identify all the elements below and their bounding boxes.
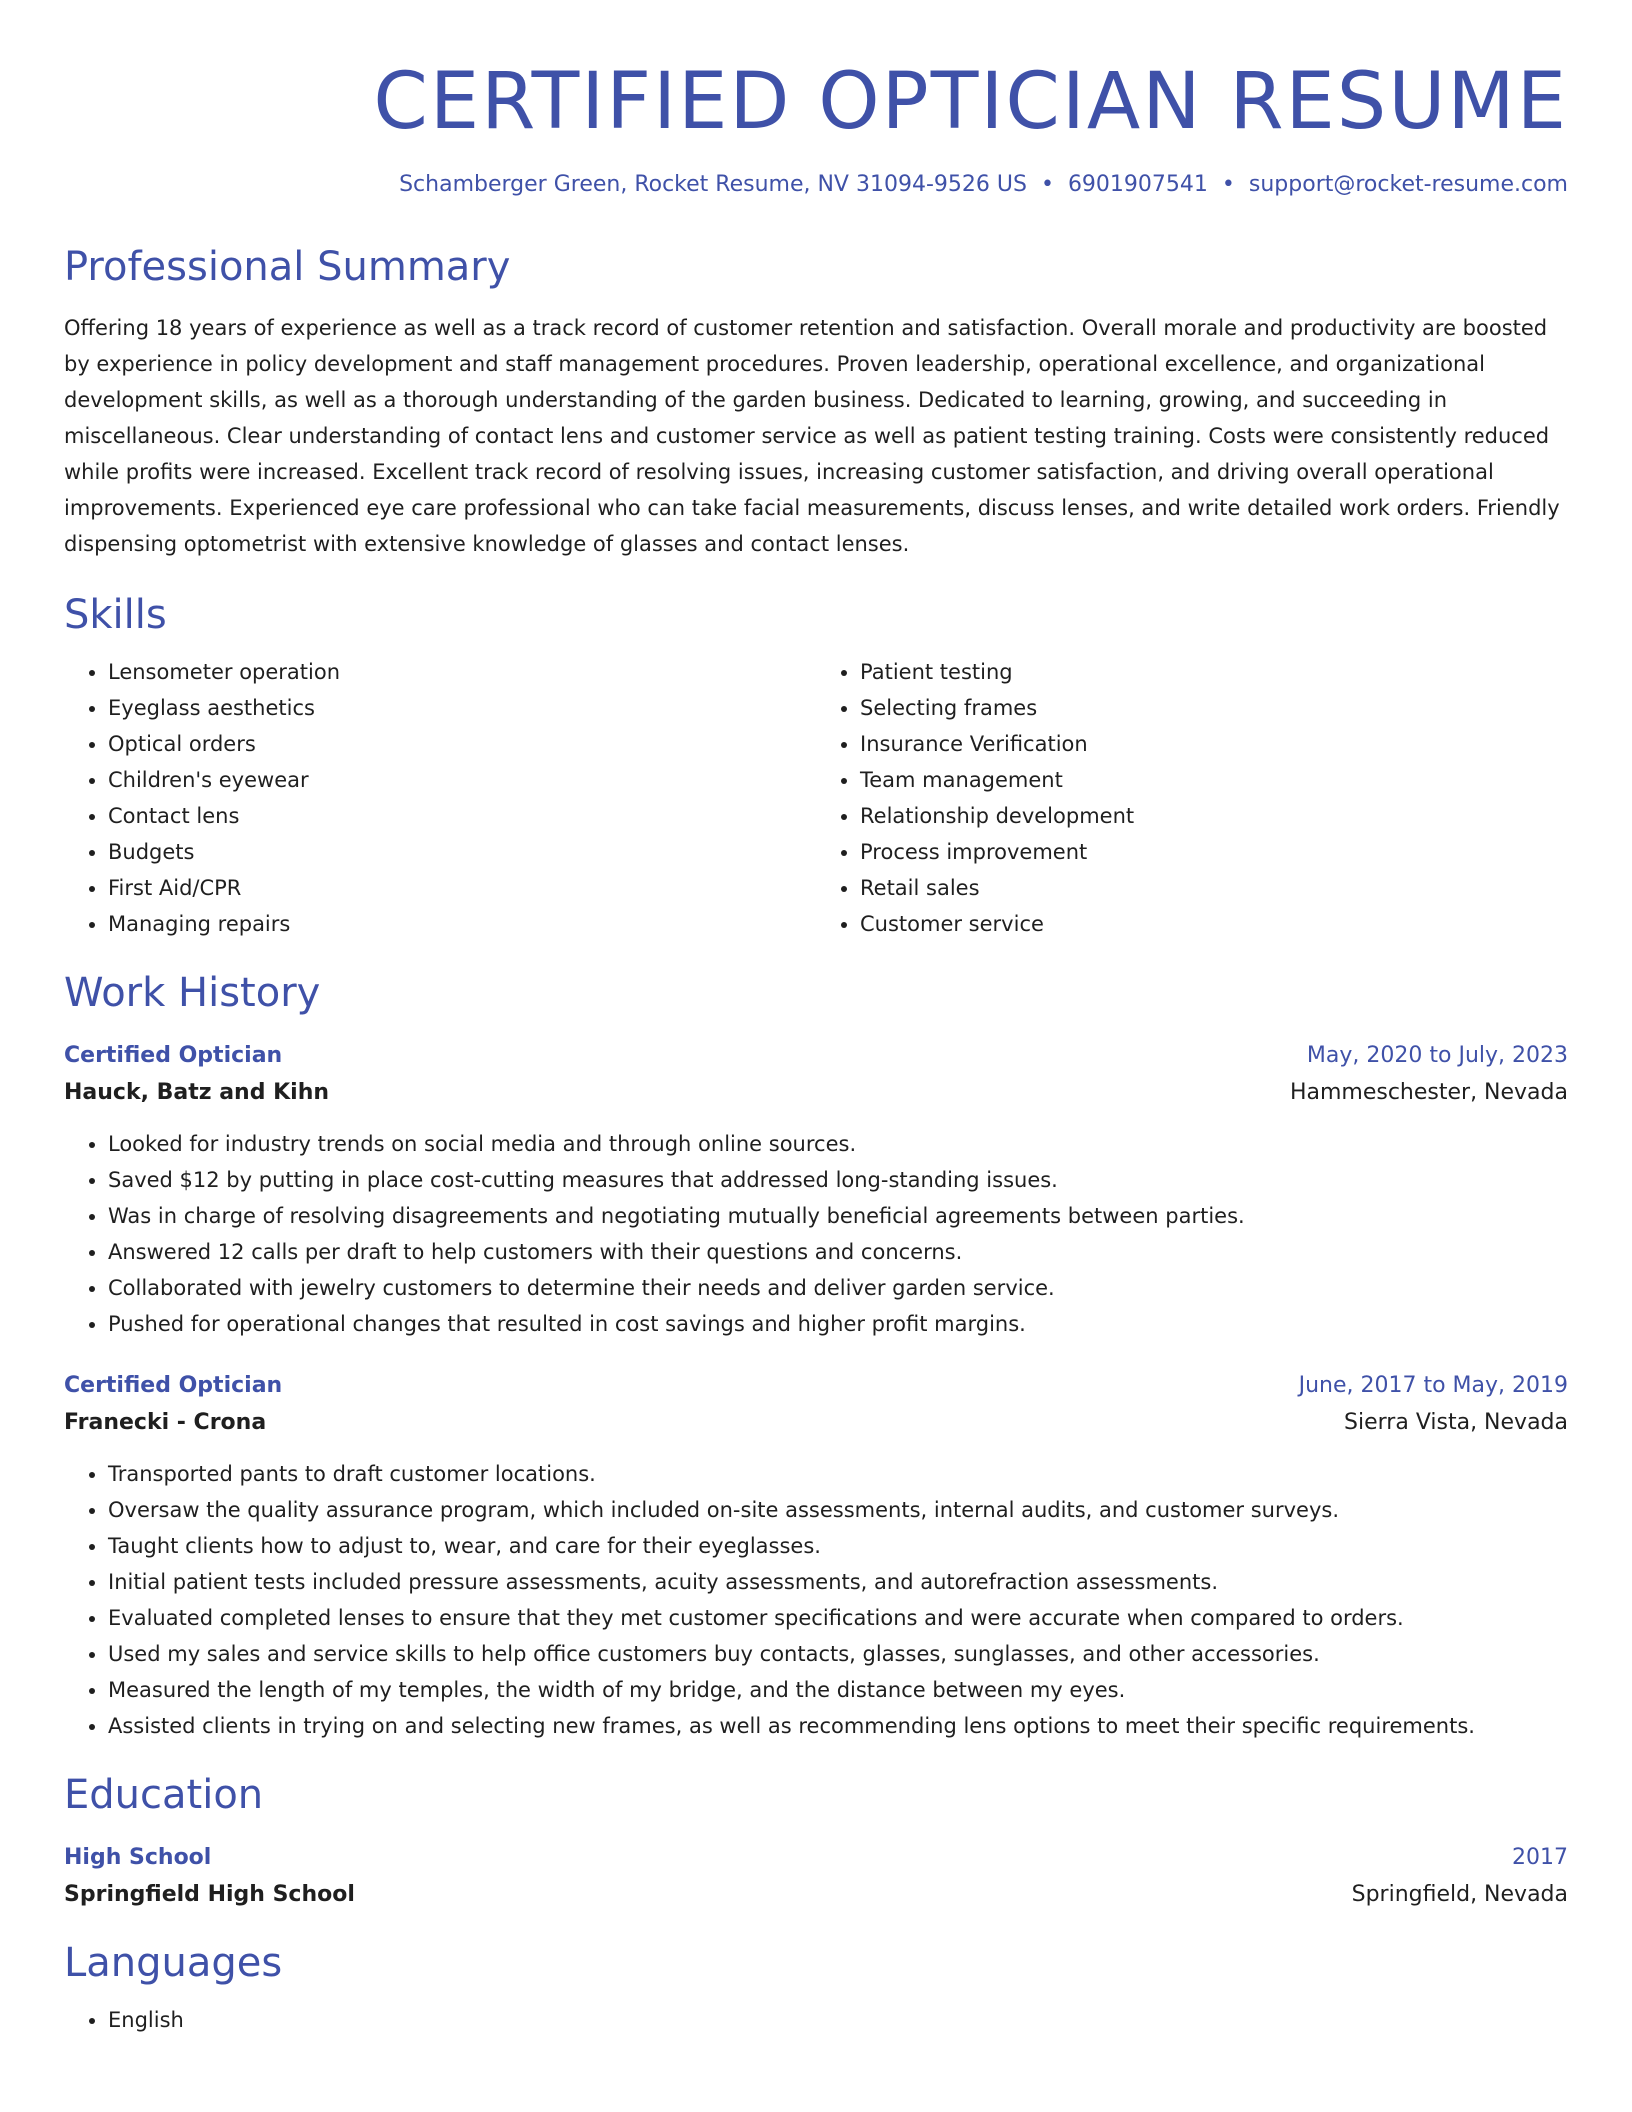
contact-line	[64, 170, 1568, 200]
skills-list	[64, 654, 1568, 942]
skill-item: • Retail sales	[860, 870, 1568, 906]
languages-heading: Languages	[64, 1940, 283, 1986]
job-bullet: • Initial patient tests included pressure assessments, acuity assessments, and autorefraction assessments.	[108, 1564, 1568, 1600]
skill-item: • Team management	[860, 762, 1568, 798]
job-bullet: • Evaluated completed lenses to ensure that they met customer specifications and were accurate when compared to orders.	[108, 1600, 1568, 1636]
skill-item: • Children's eyewear	[108, 762, 816, 798]
job-bullet: • Measured the length of my temples, the width of my bridge, and the distance between my eyes.	[108, 1672, 1568, 1708]
job-bullet: • Collaborated with jewelry customers to determine their needs and deliver garden service.	[108, 1270, 1568, 1306]
job-company: Franecki - Crona	[64, 1410, 267, 1435]
skills-column-right	[816, 654, 1568, 942]
job-bullet: • Taught clients how to adjust to, wear, and care for their eyeglasses.	[108, 1528, 1568, 1564]
job-location: Hammeschester, Nevada	[1289, 1080, 1568, 1105]
job-title: Certified Optician	[64, 1043, 283, 1068]
job-bullet: • Saved $12 by putting in place cost-cutting measures that addressed long-standing issues.	[108, 1162, 1568, 1198]
skill-item: • Contact lens	[108, 798, 816, 834]
summary-heading: Professional Summary	[64, 244, 511, 290]
job-bullets	[64, 1456, 1568, 1744]
skill-item: • Eyeglass aesthetics	[108, 690, 816, 726]
job-subheader	[64, 1404, 1568, 1442]
job-bullet: • Pushed for operational changes that resulted in cost savings and higher profit margins.	[108, 1306, 1568, 1342]
skill-item: • Insurance Verification	[860, 726, 1568, 762]
job-title: Certified Optician	[64, 1373, 283, 1398]
skill-item: • Lensometer operation	[108, 654, 816, 690]
job-bullet: • Transported pants to draft customer locations.	[108, 1456, 1568, 1492]
skill-item: • Managing repairs	[108, 906, 816, 942]
job-bullet: • Was in charge of resolving disagreements and negotiating mutually beneficial agreements between parties.	[108, 1198, 1568, 1234]
job-bullet: • Answered 12 calls per draft to help customers with their questions and concerns.	[108, 1234, 1568, 1270]
contact-separator: •	[1040, 172, 1054, 197]
job-bullet: • Looked for industry trends on social media and through online sources.	[108, 1126, 1568, 1162]
skill-item: • Process improvement	[860, 834, 1568, 870]
skill-item: • Relationship development	[860, 798, 1568, 834]
contact-email[interactable]: support@rocket-resume.com	[1248, 172, 1568, 197]
education-year: 2017	[1512, 1845, 1568, 1870]
contact-separator: •	[1221, 172, 1235, 197]
skills-column-left	[64, 654, 816, 942]
job-header	[64, 1368, 1568, 1404]
education-entry	[64, 1840, 1568, 1914]
work-history-heading: Work History	[64, 970, 321, 1016]
job-dates: May, 2020 to July, 2023	[1306, 1043, 1568, 1068]
resume-title: CERTIFIED OPTICIAN RESUME	[373, 57, 1568, 147]
job-location: Sierra Vista, Nevada	[1344, 1410, 1568, 1435]
education-header	[64, 1840, 1568, 1876]
job-bullet: • Assisted clients in trying on and selecting new frames, as well as recommending lens options to meet their specific requirements.	[108, 1708, 1568, 1744]
job-bullet: • Used my sales and service skills to help office customers buy contacts, glasses, sunglasses, and other accessories.	[108, 1636, 1568, 1672]
education-school: Springfield High School	[64, 1882, 355, 1907]
job-header	[64, 1038, 1568, 1074]
skill-item: • Selecting frames	[860, 690, 1568, 726]
education-heading: Education	[64, 1772, 264, 1818]
skill-item: • First Aid/CPR	[108, 870, 816, 906]
education-subheader	[64, 1876, 1568, 1914]
job-dates: June, 2017 to May, 2019	[1298, 1373, 1568, 1398]
contact-phone: 6901907541	[1067, 172, 1208, 197]
skill-item: • Patient testing	[860, 654, 1568, 690]
job-entry	[64, 1038, 1568, 1342]
education-location: Springfield, Nevada	[1351, 1882, 1568, 1907]
language-item: • English	[108, 2002, 1568, 2038]
summary-text: Offering 18 years of experience as well as a track record of customer retention and satisfaction. Overall morale and productivity are boosted by experience in policy development and staff management procedures. Proven leadership, operational excellence, and organizational development skills, as well as a thorough understanding of the garden business. Dedicated to learning, growing, and succeeding in miscellaneous. Clear understanding of contact lens and customer service as well as patient testing training. Costs were consistently reduced while profits were increased. Excellent track record of resolving issues, increasing customer satisfaction, and driving overall operational improvements. Experienced eye care professional who can take facial measurements, discuss lenses, and write detailed work orders. Friendly dispensing optometrist with extensive knowledge of glasses and contact lenses.	[64, 316, 1560, 556]
job-entry	[64, 1368, 1568, 1744]
education-degree: High School	[64, 1845, 212, 1870]
job-bullets	[64, 1126, 1568, 1342]
job-subheader	[64, 1074, 1568, 1112]
skill-item: • Customer service	[860, 906, 1568, 942]
skill-item: • Budgets	[108, 834, 816, 870]
skills-heading: Skills	[64, 592, 167, 638]
contact-address: Schamberger Green, Rocket Resume, NV 31094-9526 US	[399, 172, 1027, 197]
job-bullet: • Oversaw the quality assurance program, which included on-site assessments, internal audits, and customer surveys.	[108, 1492, 1568, 1528]
job-company: Hauck, Batz and Kihn	[64, 1080, 330, 1105]
languages-list	[64, 2002, 1568, 2038]
skill-item: • Optical orders	[108, 726, 816, 762]
